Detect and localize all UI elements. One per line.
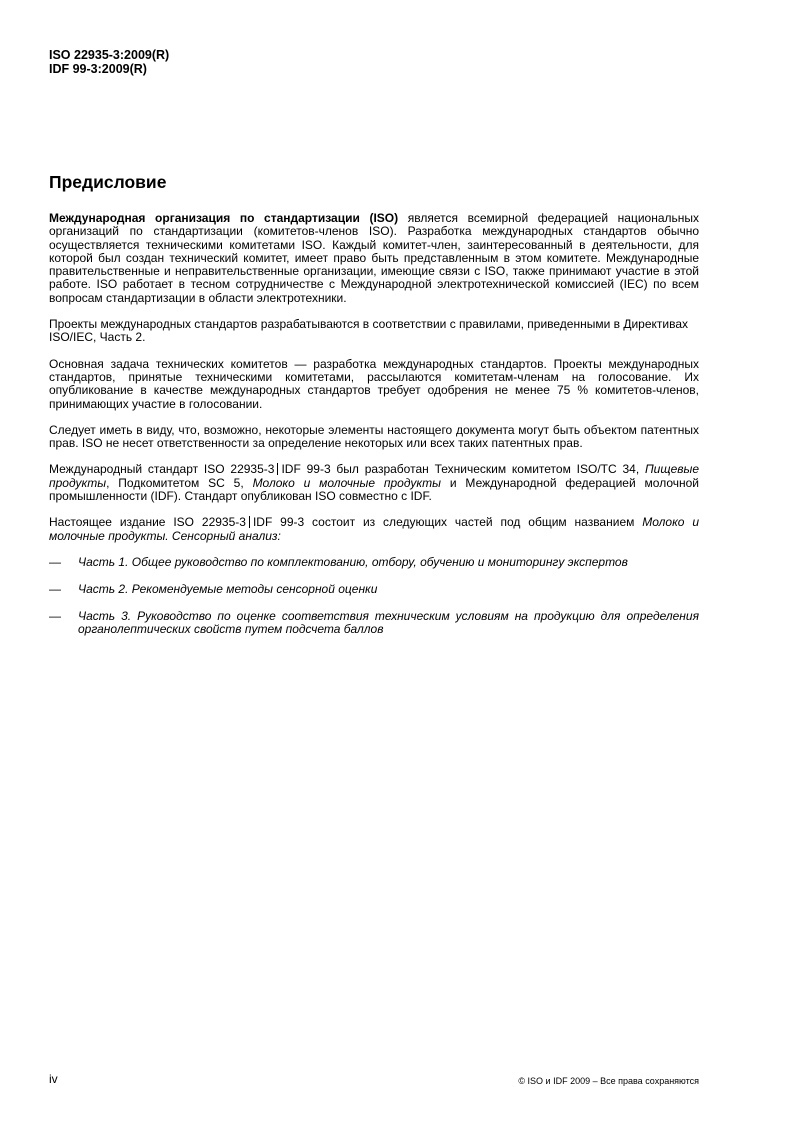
dash-marker: — (49, 608, 61, 623)
paragraph-patents: Следует иметь в виду, что, возможно, некоторые элементы настоящего документа могут быть объектом патентных прав. ISO не несет ответственности за определение некоторых или всех таких патентных прав. (49, 422, 699, 451)
part2-title: Часть 2. Рекомендуемые методы сенсорной оценки (78, 581, 378, 596)
separator-bar (277, 463, 278, 475)
page-number: iv (49, 1072, 58, 1086)
sc-name: Молоко и молочные продукты (252, 475, 441, 490)
part3-title: Часть 3. Руководство по оценке соответствия техническим условиям на продукцию для определения органолептических свойств путем подсчета баллов (78, 608, 699, 636)
standard-ref: Международный стандарт ISO 22935-3 (49, 462, 275, 477)
separator-bar (249, 516, 250, 528)
idf-number: IDF 99-3:2009(R) (49, 62, 147, 76)
iso-name-bold: Международная организация по стандартизации (ISO) (49, 211, 399, 225)
prepared-by-text: IDF 99-3 был разработан Техническим комитетом ISO/TC 34, (281, 462, 645, 477)
paragraph-iso-intro (49, 212, 699, 305)
idf-text: и Международной федерацией молочной промышленности (IDF). Стандарт опубликован ISO совместно с IDF. (49, 475, 699, 504)
parts-intro-text: IDF 99-3 состоит из следующих частей под общим названием (252, 515, 643, 530)
edition-ref: Настоящее издание ISO 22935-3 (49, 515, 246, 530)
part1-title: Часть 1. Общее руководство по комплектованию, отбору, обучению и мониторингу экспертов (78, 554, 628, 569)
subcommittee-text: , Подкомитетом SC 5, (106, 475, 253, 490)
dash-marker: — (49, 554, 61, 569)
iso-number: ISO 22935-3:2009(R) (49, 48, 170, 62)
list-item-part2 (49, 583, 699, 596)
list-item-part1 (49, 556, 699, 569)
list-item-part3 (49, 610, 699, 637)
paragraph-directives: Проекты международных стандартов разрабатываются в соответствии с правилами, приведенными в Директивах ISO/IEC, Часть 2. (49, 317, 689, 345)
series-title: Молоко и молочные продукты. Сенсорный анализ: (49, 515, 699, 543)
foreword-body (49, 212, 699, 650)
dash-marker: — (49, 581, 61, 596)
paragraph-main-task: Основная задача технических комитетов — разработка международных стандартов. Проекты международных стандартов, принятые техническими комитетами, рассылаются комитетам-членам на голосование. Их опубликование в качестве международных стандартов требует одобрения не менее 75 % комитетов-членов, принимающих участие в голосовании. (49, 356, 699, 411)
paragraph-prepared-by (49, 463, 699, 503)
document-identifier (49, 48, 169, 76)
copyright-notice: © ISO и IDF 2009 – Все права сохраняются (518, 1076, 699, 1086)
iso-intro-text: является всемирной федерацией национальных организаций по стандартизации (комитетов-членов ISO). Разработка международных стандартов обычно осуществляется техническими комитетами ISO. Каждый комитет-член, заинтересованный в деятельности, для которой был создан технический комитет, имеет право быть представленным в этом комитете. Международные правительственные и неправительственные организации, имеющие связи с ISO, также принимают участие в этой работе. ISO работает в тесном сотрудничестве с Международной электротехнической комиссией (IEC) по всем вопросам стандартизации в области электротехники. (49, 211, 700, 305)
tc-name: Пищевые продукты (49, 462, 700, 490)
paragraph-parts-intro (49, 516, 699, 543)
page-title: Предисловие (49, 172, 167, 192)
